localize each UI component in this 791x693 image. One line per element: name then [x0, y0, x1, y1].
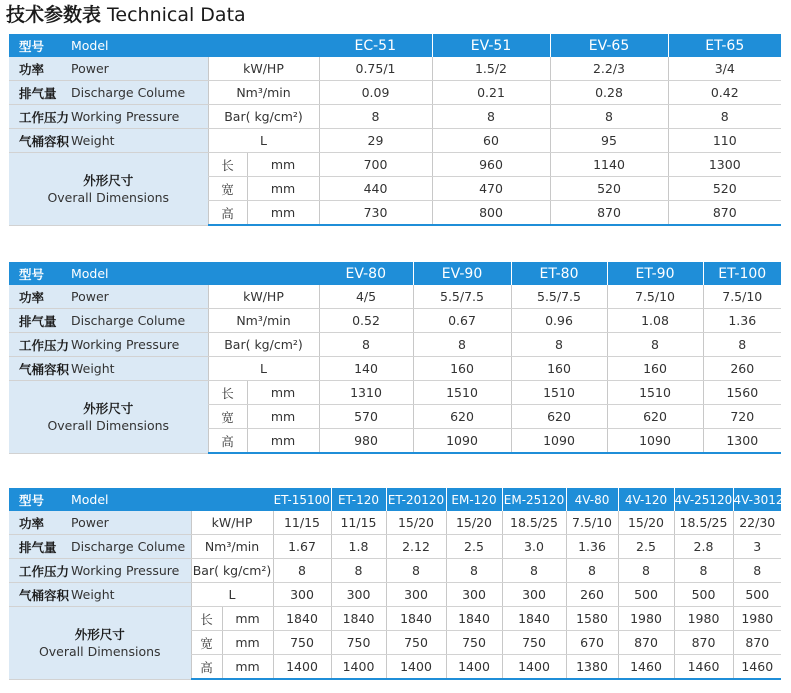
power-label-zh: 功率 — [9, 57, 71, 81]
width-value: 620 — [607, 405, 703, 429]
width-unit-cell — [191, 631, 273, 655]
power-value: 4/5 — [319, 285, 413, 309]
length-value: 700 — [319, 153, 432, 177]
dimensions-label-en: Overall Dimensions — [38, 643, 161, 659]
height-unit: mm — [270, 433, 296, 448]
weight-unit: L — [191, 583, 273, 607]
power-label-zh: 功率 — [9, 285, 71, 309]
discharge-label-zh: 排气量 — [9, 81, 71, 105]
power-row — [9, 285, 781, 309]
length-value: 1980 — [733, 607, 781, 631]
weight-value: 29 — [319, 129, 432, 153]
dimensions-label-zh: 外形尺寸 — [83, 172, 134, 188]
model-name: ET-15100 — [273, 488, 331, 511]
discharge-value: 1.8 — [331, 535, 386, 559]
model-name: 4V-120 — [618, 488, 674, 511]
model-name: EV-80 — [319, 262, 413, 285]
length-value: 1560 — [703, 381, 781, 405]
discharge-value: 0.67 — [413, 309, 511, 333]
length-value: 1840 — [446, 607, 502, 631]
discharge-value: 0.96 — [511, 309, 607, 333]
width-value: 750 — [331, 631, 386, 655]
length-value: 1840 — [273, 607, 331, 631]
discharge-unit: Nm³/min — [208, 309, 319, 333]
power-value: 7.5/10 — [703, 285, 781, 309]
weight-label-zh: 气桶容积 — [9, 129, 71, 153]
length-value: 1580 — [566, 607, 618, 631]
power-value: 11/15 — [331, 511, 386, 535]
weight-value: 140 — [319, 357, 413, 381]
discharge-value: 0.09 — [319, 81, 432, 105]
height-value: 730 — [319, 201, 432, 226]
model-name: ET-65 — [668, 34, 781, 57]
discharge-value: 3.0 — [502, 535, 566, 559]
power-row — [9, 511, 781, 535]
weight-value: 500 — [733, 583, 781, 607]
power-value: 2.2/3 — [550, 57, 668, 81]
height-value: 1300 — [703, 429, 781, 454]
weight-value: 300 — [331, 583, 386, 607]
power-unit: kW/HP — [208, 57, 319, 81]
power-value: 1.5/2 — [432, 57, 550, 81]
model-name: ET-80 — [511, 262, 607, 285]
model-name: ET-20120 — [386, 488, 446, 511]
discharge-value: 0.42 — [668, 81, 781, 105]
weight-value: 160 — [607, 357, 703, 381]
dimensions-label-zh: 外形尺寸 — [83, 400, 134, 416]
length-unit-cell — [191, 607, 273, 631]
discharge-value: 0.52 — [319, 309, 413, 333]
weight-value: 300 — [273, 583, 331, 607]
width-value: 440 — [319, 177, 432, 201]
dimensions-label — [9, 607, 191, 680]
length-unit: mm — [235, 611, 260, 626]
weight-value: 160 — [413, 357, 511, 381]
weight-value: 260 — [703, 357, 781, 381]
pressure-label-en: Working Pressure — [71, 333, 208, 357]
discharge-label-zh: 排气量 — [9, 535, 71, 559]
discharge-row — [9, 309, 781, 333]
spec-table-1 — [9, 34, 781, 226]
length-label-zh: 长 — [192, 607, 223, 630]
model-label-zh: 型号 — [9, 34, 71, 57]
pressure-value: 8 — [618, 559, 674, 583]
model-name: EC-51 — [319, 34, 432, 57]
model-label-en: Model — [71, 488, 191, 511]
model-label-en: Model — [71, 262, 208, 285]
power-value: 18.5/25 — [502, 511, 566, 535]
pressure-value: 8 — [566, 559, 618, 583]
height-value: 800 — [432, 201, 550, 226]
model-label-zh: 型号 — [9, 262, 71, 285]
power-value: 7.5/10 — [607, 285, 703, 309]
width-value: 670 — [566, 631, 618, 655]
pressure-value: 8 — [703, 333, 781, 357]
weight-unit: L — [208, 129, 319, 153]
model-label-en: Model — [71, 34, 208, 57]
width-value: 750 — [386, 631, 446, 655]
pressure-value: 8 — [386, 559, 446, 583]
page-title — [6, 3, 246, 27]
width-value: 520 — [550, 177, 668, 201]
model-name: 4V-80 — [566, 488, 618, 511]
width-label-zh: 宽 — [209, 405, 248, 428]
discharge-row — [9, 535, 781, 559]
width-value: 870 — [733, 631, 781, 655]
pressure-value: 8 — [432, 105, 550, 129]
discharge-value: 2.5 — [446, 535, 502, 559]
height-unit-cell — [208, 429, 319, 454]
power-unit: kW/HP — [191, 511, 273, 535]
length-value: 1840 — [331, 607, 386, 631]
length-label-zh: 长 — [209, 153, 248, 176]
height-value: 980 — [319, 429, 413, 454]
pressure-value: 8 — [331, 559, 386, 583]
discharge-value: 1.67 — [273, 535, 331, 559]
height-value: 1400 — [331, 655, 386, 680]
dimensions-label — [9, 381, 208, 454]
pressure-label-en: Working Pressure — [71, 105, 208, 129]
pressure-value: 8 — [550, 105, 668, 129]
power-row — [9, 57, 781, 81]
weight-row — [9, 357, 781, 381]
spec-table-3 — [9, 488, 791, 680]
weight-label-en: Weight — [71, 129, 208, 153]
pressure-value: 8 — [319, 333, 413, 357]
pressure-value: 8 — [413, 333, 511, 357]
power-label-en: Power — [71, 57, 208, 81]
width-unit: mm — [270, 181, 296, 196]
power-label-zh: 功率 — [9, 511, 71, 535]
weight-label-zh: 气桶容积 — [9, 357, 71, 381]
length-row — [9, 381, 781, 405]
width-value: 620 — [511, 405, 607, 429]
weight-value: 500 — [674, 583, 733, 607]
discharge-label-en: Discharge Colume — [71, 535, 191, 559]
height-value: 1460 — [674, 655, 733, 680]
model-name: ET-90 — [607, 262, 703, 285]
model-name: EM-25120 — [502, 488, 566, 511]
weight-value: 260 — [566, 583, 618, 607]
weight-value: 60 — [432, 129, 550, 153]
weight-value: 110 — [668, 129, 781, 153]
length-value: 1140 — [550, 153, 668, 177]
pressure-value: 8 — [502, 559, 566, 583]
height-value: 1460 — [733, 655, 781, 680]
width-unit: mm — [235, 635, 260, 650]
weight-value: 300 — [386, 583, 446, 607]
model-row — [9, 488, 781, 511]
length-value: 1980 — [674, 607, 733, 631]
discharge-value: 1.36 — [566, 535, 618, 559]
discharge-label-zh: 排气量 — [9, 309, 71, 333]
power-value: 22/30 — [733, 511, 781, 535]
width-unit-cell — [208, 405, 319, 429]
height-value: 1090 — [511, 429, 607, 454]
model-name: 4V-25120 — [674, 488, 733, 511]
length-value: 1840 — [502, 607, 566, 631]
length-value: 960 — [432, 153, 550, 177]
power-label-en: Power — [71, 285, 208, 309]
discharge-value: 2.12 — [386, 535, 446, 559]
height-value: 1460 — [618, 655, 674, 680]
pressure-row — [9, 333, 781, 357]
discharge-unit: Nm³/min — [208, 81, 319, 105]
model-name: EV-51 — [432, 34, 550, 57]
height-value: 1400 — [273, 655, 331, 680]
width-value: 750 — [502, 631, 566, 655]
weight-row — [9, 583, 781, 607]
weight-label-en: Weight — [71, 583, 191, 607]
model-unit-blank — [191, 488, 273, 511]
width-value: 720 — [703, 405, 781, 429]
length-unit-cell — [208, 381, 319, 405]
length-value: 1980 — [618, 607, 674, 631]
pressure-value: 8 — [607, 333, 703, 357]
weight-value: 160 — [511, 357, 607, 381]
height-value: 1400 — [502, 655, 566, 680]
pressure-row — [9, 105, 781, 129]
power-value: 3/4 — [668, 57, 781, 81]
page-title-en: Technical Data — [107, 4, 246, 26]
model-unit-blank — [208, 262, 319, 285]
power-label-en: Power — [71, 511, 191, 535]
model-unit-blank — [208, 34, 319, 57]
pressure-value: 8 — [511, 333, 607, 357]
weight-value: 95 — [550, 129, 668, 153]
weight-label-zh: 气桶容积 — [9, 583, 71, 607]
model-name: 4V-30120 — [733, 488, 781, 511]
discharge-value: 1.08 — [607, 309, 703, 333]
pressure-unit: Bar( kg/cm²) — [191, 559, 273, 583]
model-name: ET-120 — [331, 488, 386, 511]
weight-row — [9, 129, 781, 153]
pressure-unit: Bar( kg/cm²) — [208, 105, 319, 129]
pressure-label-en: Working Pressure — [71, 559, 191, 583]
model-name: EM-120 — [446, 488, 502, 511]
height-label-zh: 高 — [209, 201, 248, 224]
discharge-unit: Nm³/min — [191, 535, 273, 559]
length-unit: mm — [270, 157, 296, 172]
discharge-value: 0.28 — [550, 81, 668, 105]
pressure-value: 8 — [674, 559, 733, 583]
height-label-zh: 高 — [209, 429, 248, 452]
length-label-zh: 长 — [209, 381, 248, 404]
width-unit-cell — [208, 177, 319, 201]
discharge-value: 0.21 — [432, 81, 550, 105]
pressure-value: 8 — [319, 105, 432, 129]
height-value: 870 — [668, 201, 781, 226]
height-value: 1400 — [446, 655, 502, 680]
length-value: 1510 — [607, 381, 703, 405]
power-value: 5.5/7.5 — [511, 285, 607, 309]
pressure-value: 8 — [733, 559, 781, 583]
power-value: 15/20 — [618, 511, 674, 535]
height-value: 1400 — [386, 655, 446, 680]
power-value: 15/20 — [386, 511, 446, 535]
length-value: 1840 — [386, 607, 446, 631]
power-value: 11/15 — [273, 511, 331, 535]
width-value: 750 — [446, 631, 502, 655]
power-value: 18.5/25 — [674, 511, 733, 535]
height-unit-cell — [191, 655, 273, 680]
dimensions-label-zh: 外形尺寸 — [74, 626, 125, 642]
width-unit: mm — [270, 409, 296, 424]
model-row — [9, 262, 781, 285]
model-name: EV-65 — [550, 34, 668, 57]
weight-unit: L — [208, 357, 319, 381]
width-label-zh: 宽 — [209, 177, 248, 200]
length-row — [9, 607, 781, 631]
height-value: 870 — [550, 201, 668, 226]
model-label-zh: 型号 — [9, 488, 71, 511]
length-row — [9, 153, 781, 177]
width-label-zh: 宽 — [192, 631, 223, 654]
dimensions-label-en: Overall Dimensions — [47, 417, 170, 433]
discharge-value: 3 — [733, 535, 781, 559]
power-value: 15/20 — [446, 511, 502, 535]
pressure-label-zh: 工作压力 — [9, 333, 71, 357]
width-value: 470 — [432, 177, 550, 201]
length-value: 1510 — [413, 381, 511, 405]
pressure-value: 8 — [446, 559, 502, 583]
weight-value: 300 — [502, 583, 566, 607]
height-label-zh: 高 — [192, 655, 223, 678]
height-value: 1090 — [607, 429, 703, 454]
pressure-unit: Bar( kg/cm²) — [208, 333, 319, 357]
pressure-label-zh: 工作压力 — [9, 559, 71, 583]
page-title-zh: 技术参数表 — [6, 4, 102, 26]
discharge-value: 1.36 — [703, 309, 781, 333]
length-value: 1300 — [668, 153, 781, 177]
height-value: 1090 — [413, 429, 511, 454]
power-value: 7.5/10 — [566, 511, 618, 535]
model-name: ET-100 — [703, 262, 781, 285]
width-value: 870 — [674, 631, 733, 655]
model-name: EV-90 — [413, 262, 511, 285]
length-unit: mm — [270, 385, 296, 400]
pressure-value: 8 — [273, 559, 331, 583]
height-unit: mm — [270, 205, 296, 220]
dimensions-label-en: Overall Dimensions — [47, 189, 170, 205]
weight-label-en: Weight — [71, 357, 208, 381]
width-value: 750 — [273, 631, 331, 655]
length-value: 1310 — [319, 381, 413, 405]
height-unit: mm — [235, 659, 260, 674]
power-unit: kW/HP — [208, 285, 319, 309]
power-value: 5.5/7.5 — [413, 285, 511, 309]
length-unit-cell — [208, 153, 319, 177]
model-row — [9, 34, 781, 57]
pressure-value: 8 — [668, 105, 781, 129]
pressure-label-zh: 工作压力 — [9, 105, 71, 129]
discharge-label-en: Discharge Colume — [71, 309, 208, 333]
discharge-value: 2.5 — [618, 535, 674, 559]
discharge-label-en: Discharge Colume — [71, 81, 208, 105]
width-value: 520 — [668, 177, 781, 201]
weight-value: 500 — [618, 583, 674, 607]
width-value: 620 — [413, 405, 511, 429]
height-value: 1380 — [566, 655, 618, 680]
discharge-value: 2.8 — [674, 535, 733, 559]
dimensions-label — [9, 153, 208, 226]
length-value: 1510 — [511, 381, 607, 405]
width-value: 570 — [319, 405, 413, 429]
spec-table-2 — [9, 262, 781, 454]
height-unit-cell — [208, 201, 319, 226]
pressure-row — [9, 559, 781, 583]
width-value: 870 — [618, 631, 674, 655]
discharge-row — [9, 81, 781, 105]
weight-value: 300 — [446, 583, 502, 607]
power-value: 0.75/1 — [319, 57, 432, 81]
